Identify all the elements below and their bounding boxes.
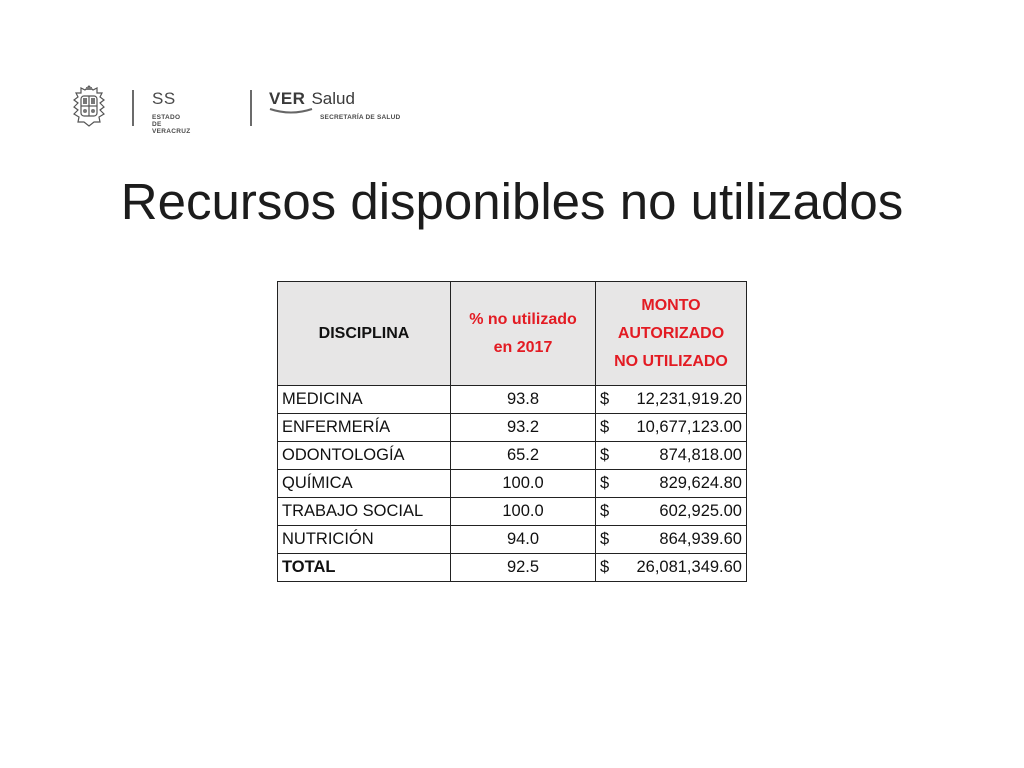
table-row — [278, 498, 747, 526]
table-row — [278, 442, 747, 470]
ss-logo — [152, 90, 191, 135]
monto-value: 10,677,123.00 — [636, 418, 742, 436]
header-disciplina: DISCIPLINA — [278, 282, 451, 386]
cell-disciplina: TRABAJO SOCIAL — [278, 498, 451, 526]
table-header-row — [278, 282, 747, 386]
cell-pct: 94.0 — [451, 526, 596, 554]
currency-symbol: $ — [600, 446, 610, 464]
cell-disciplina: ENFERMERÍA — [278, 414, 451, 442]
currency-symbol: $ — [600, 390, 610, 408]
cell-disciplina: ODONTOLOGÍA — [278, 442, 451, 470]
currency-symbol: $ — [600, 530, 610, 548]
cell-pct: 65.2 — [451, 442, 596, 470]
currency-symbol: $ — [600, 474, 610, 492]
cell-disciplina: QUÍMICA — [278, 470, 451, 498]
cell-monto — [596, 414, 747, 442]
total-monto-value: 26,081,349.60 — [636, 558, 742, 576]
cell-pct: 100.0 — [451, 498, 596, 526]
cell-disciplina: MEDICINA — [278, 386, 451, 414]
cell-pct: 100.0 — [451, 470, 596, 498]
cell-monto — [596, 470, 747, 498]
cell-pct: 93.2 — [451, 414, 596, 442]
monto-value: 864,939.60 — [659, 530, 742, 548]
header-pct-line1: % no utilizado — [469, 310, 577, 328]
cell-monto — [596, 526, 747, 554]
table-row — [278, 526, 747, 554]
slide-title: Recursos disponibles no utilizados — [120, 173, 904, 230]
ver-salud-logo — [269, 89, 409, 121]
currency-symbol: $ — [600, 558, 610, 576]
header-monto-line2: AUTORIZADO — [617, 324, 725, 342]
cell-monto — [596, 498, 747, 526]
monto-value: 874,818.00 — [659, 446, 742, 464]
header-monto-line1: MONTO — [641, 296, 701, 314]
logo-divider — [250, 90, 252, 126]
currency-symbol: $ — [600, 418, 610, 436]
cell-total-label: TOTAL — [278, 554, 451, 582]
header-monto-line3: NO UTILIZADO — [614, 352, 728, 370]
monto-value: 602,925.00 — [659, 502, 742, 520]
ver-salud-title — [269, 90, 409, 108]
cell-monto — [596, 442, 747, 470]
currency-symbol: $ — [600, 502, 610, 520]
monto-value: 12,231,919.20 — [636, 390, 742, 408]
table-row — [278, 470, 747, 498]
logo-divider — [132, 90, 134, 126]
coat-of-arms-icon — [66, 84, 112, 128]
table-row — [278, 386, 747, 414]
header-pct-line2: en 2017 — [493, 338, 553, 356]
table-total-row — [278, 554, 747, 582]
ss-logo-title: SS — [152, 89, 176, 108]
cell-monto — [596, 386, 747, 414]
cell-pct: 93.8 — [451, 386, 596, 414]
header-monto — [596, 282, 747, 386]
monto-value: 829,624.80 — [659, 474, 742, 492]
header-pct — [451, 282, 596, 386]
cell-total-monto — [596, 554, 747, 582]
cell-disciplina: NUTRICIÓN — [278, 526, 451, 554]
swoosh-icon — [269, 107, 313, 115]
salud-word: Salud — [311, 89, 355, 108]
data-table — [277, 281, 747, 582]
table-row — [278, 414, 747, 442]
cell-total-pct: 92.5 — [451, 554, 596, 582]
ver-salud-subtitle: SECRETARÍA DE SALUD — [320, 114, 401, 121]
ver-word: VER — [269, 89, 306, 108]
ss-logo-subtitle: ESTADO DE VERACRUZ — [152, 114, 191, 135]
